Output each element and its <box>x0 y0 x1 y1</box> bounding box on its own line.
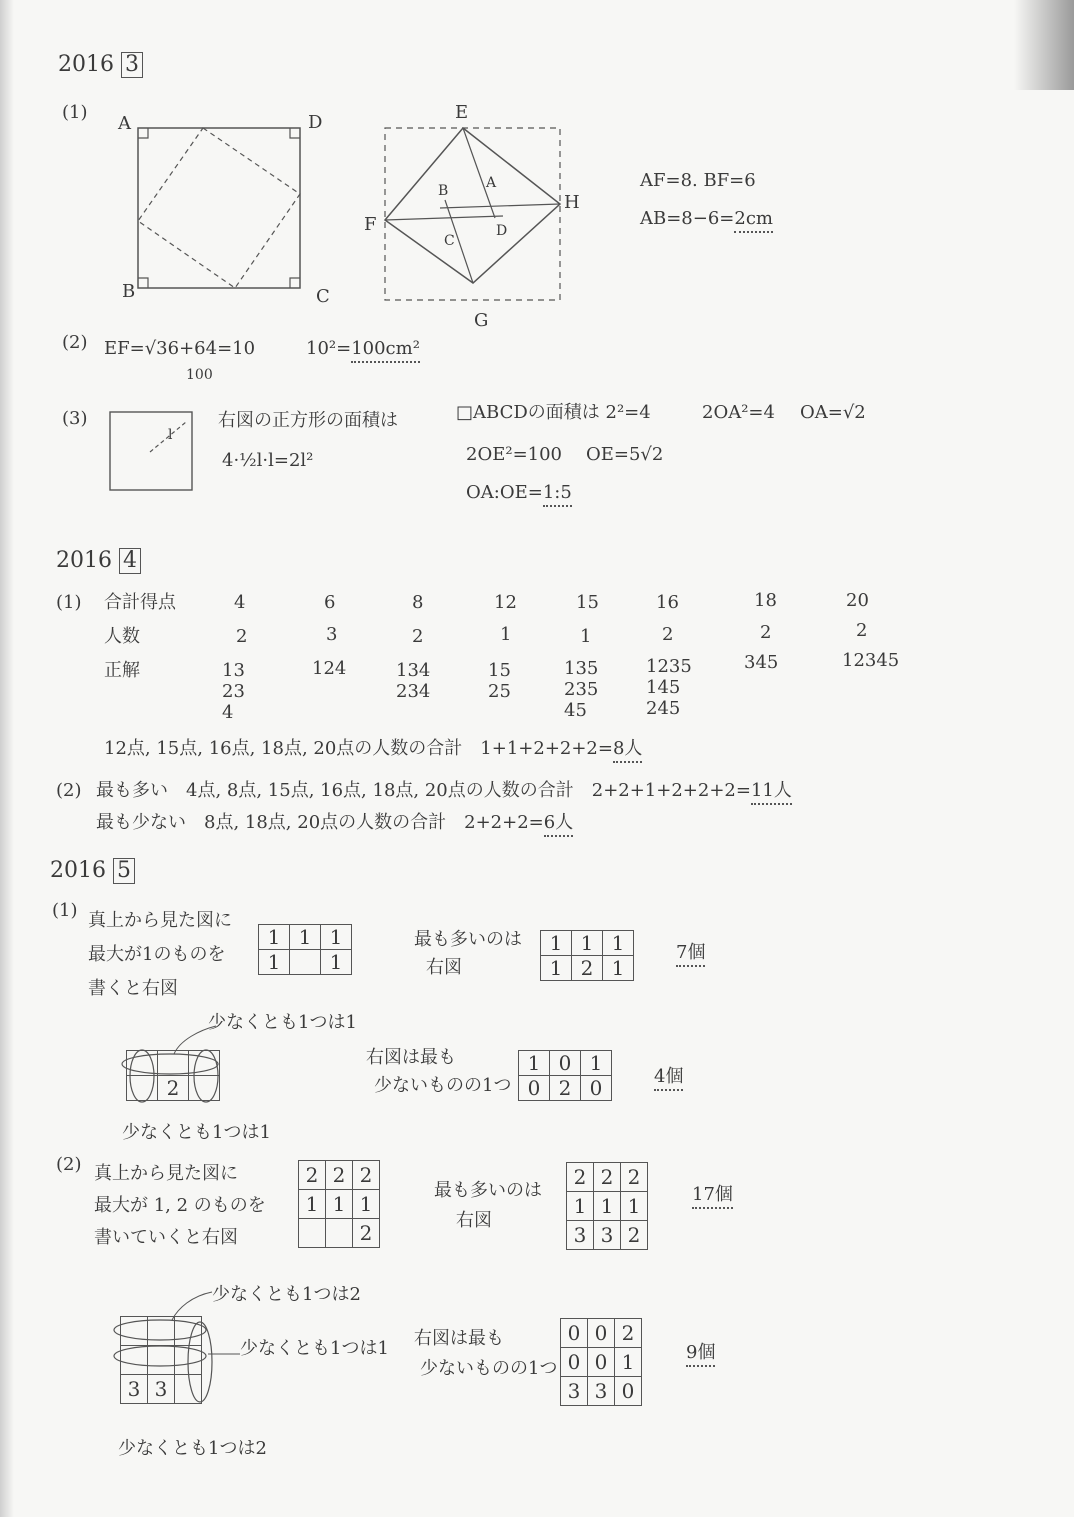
fig1-label-b: B <box>122 281 136 302</box>
s5-p1-note-top: 少なくとも1つは1 <box>208 1012 357 1033</box>
count-cell: 2 <box>662 624 674 645</box>
score-cell: 18 <box>754 590 777 611</box>
s3-p2-subnote: 100 <box>186 367 213 383</box>
score-cell: 20 <box>846 590 869 611</box>
row-label-count: 人数 <box>104 626 140 647</box>
s5-p1-grid-least: 1 0 1 0 2 0 <box>518 1050 612 1101</box>
s5-p2-note-bottom: 少なくとも1つは2 <box>118 1438 267 1459</box>
fig1-label-a: A <box>118 113 131 134</box>
fig2-label-h: H <box>564 192 580 213</box>
s3-p3-text2: 4·½l·l=2l² <box>222 450 314 471</box>
s5-p2-grid-most: 2 2 2 1 1 1 3 3 2 <box>566 1162 648 1250</box>
s3-p1-label: (1) <box>62 102 88 123</box>
row-label-total-score: 合計得点 <box>104 592 176 613</box>
s5-p2-grid-reasoning: 3 3 <box>120 1316 202 1404</box>
s3-p3-area-abcd: □ABCDの面積は 2²=4 <box>456 402 651 423</box>
s3-p3-text1: 右図の正方形の面積は <box>218 410 398 431</box>
s5-p1-most-answer: 7個 <box>676 942 705 967</box>
count-cell: 3 <box>326 624 338 645</box>
count-cell: 1 <box>580 626 592 647</box>
s3-p3-label: (3) <box>62 408 88 429</box>
s5-p2-note-top: 少なくとも1つは2 <box>212 1284 361 1305</box>
s4-p1-label: (1) <box>56 592 82 613</box>
s5-p1-least-text: 右図は最も 少ないものの1つ <box>366 1047 512 1096</box>
s5-p1-grid-max: 1 1 1 1 1 <box>258 924 352 975</box>
s5-p2-least-text: 右図は最も 少ないものの1つ <box>414 1328 558 1379</box>
s5-p1-note-bottom: 少なくとも1つは1 <box>122 1122 271 1143</box>
fig2-label-g: G <box>474 310 489 331</box>
s5-p2-label: (2) <box>56 1154 82 1175</box>
s3-p3-oe-equation: 2OE²=100 <box>466 444 563 465</box>
s5-p1-label: (1) <box>52 900 78 921</box>
s5-p1-most-text: 最も多いのは 右図 <box>414 929 522 978</box>
score-cell: 12 <box>494 592 517 613</box>
score-cell: 15 <box>576 592 599 613</box>
score-cell: 16 <box>656 592 679 613</box>
fig2-label-inner-a: A <box>486 175 497 191</box>
section4-heading: 2016 4 <box>56 548 141 574</box>
s5-p2-most-answer: 17個 <box>692 1184 733 1209</box>
row-label-correct: 正解 <box>104 660 140 681</box>
s3-p3-ratio-label: OA:OE= <box>466 482 543 503</box>
fig2-label-inner-b: B <box>438 183 449 199</box>
s5-p2-grid-least: 0 0 2 0 0 1 3 3 0 <box>560 1318 642 1406</box>
page-left-shadow <box>0 0 14 1517</box>
s5-p1-ovals <box>120 1030 230 1110</box>
fig2-label-e: E <box>455 102 469 123</box>
s5-p2-grid-max: 2 2 2 1 1 1 2 <box>298 1160 380 1248</box>
answer-cell: 13 23 4 <box>222 660 245 723</box>
small-square-l-label: l <box>168 427 173 443</box>
s5-p2-least-answer: 9個 <box>686 1342 715 1367</box>
count-cell: 2 <box>760 622 772 643</box>
score-cell: 8 <box>412 592 424 613</box>
s3-p1-answer: 2cm <box>734 208 773 233</box>
s4-p2-label: (2) <box>56 780 82 801</box>
answer-cell: 124 <box>312 658 347 679</box>
s4-p2-most-text: 最も多い 4点, 8点, 15点, 16点, 18点, 20点の人数の合計 2+2+1+2+2+2= <box>96 780 751 801</box>
s5-p1-least-answer: 4個 <box>654 1066 683 1091</box>
s3-p3-answer: 1:5 <box>543 482 572 507</box>
s5-p1-grid-most: 1 1 1 1 2 1 <box>540 930 634 981</box>
s5-p2-ovals <box>112 1306 222 1410</box>
count-cell: 2 <box>856 620 868 641</box>
square-efgh-figure <box>385 128 565 303</box>
section3-heading: 2016 3 <box>58 52 143 78</box>
s4-p1-sum-text: 12点, 15点, 16点, 18点, 20点の人数の合計 1+1+2+2+2= <box>104 738 613 759</box>
fig1-label-c: C <box>316 286 330 307</box>
s5-p2-note-mid: 少なくとも1つは1 <box>240 1338 389 1359</box>
s3-p3-oe-value: OE=5√2 <box>586 444 664 465</box>
s4-p1-answer: 8人 <box>613 738 642 763</box>
s5-p1-grid-reasoning: 2 <box>126 1050 220 1101</box>
fig2-label-f: F <box>364 214 377 235</box>
fig2-label-inner-c: C <box>444 233 455 249</box>
s4-p2-least-answer: 6人 <box>544 812 573 837</box>
s3-p3-oa-equation: 2OA²=4 <box>702 402 775 423</box>
square-abcd-figure <box>138 128 308 290</box>
s5-p2-most-text: 最も多いのは 右図 <box>434 1180 542 1231</box>
s3-p3-oa-value: OA=√2 <box>800 402 866 423</box>
count-cell: 1 <box>500 624 512 645</box>
answer-cell: 1235 145 245 <box>646 656 692 719</box>
s3-p2-expression: EF=√36+64=10 <box>104 338 256 359</box>
s4-p2-least-text: 最も少ない 8点, 18点, 20点の人数の合計 2+2+2= <box>96 812 544 833</box>
s5-p1-text: 真上から見た図に 最大が1のものを 書くと右図 <box>88 910 232 999</box>
page-corner-shadow <box>1014 0 1074 90</box>
answer-cell: 12345 <box>842 650 900 671</box>
s4-p2-most-answer: 11人 <box>751 780 792 805</box>
s3-p2-expression2: 10²= <box>306 338 352 359</box>
answer-cell: 345 <box>744 652 779 673</box>
small-square-figure <box>110 412 194 492</box>
fig1-label-d: D <box>308 112 323 133</box>
s3-p1-line1: AF=8. BF=6 <box>640 170 756 191</box>
s5-p2-text: 真上から見た図に 最大が 1, 2 のものを 書いていくと右図 <box>94 1163 266 1248</box>
answer-cell: 134 234 <box>396 660 431 702</box>
fig2-label-inner-d: D <box>496 223 508 239</box>
score-cell: 4 <box>234 592 246 613</box>
answer-cell: 135 235 45 <box>564 658 599 721</box>
s3-p1-line2: AB=8−6= <box>640 208 735 229</box>
answer-cell: 15 25 <box>488 660 511 702</box>
count-cell: 2 <box>236 626 248 647</box>
s3-p2-label: (2) <box>62 332 88 353</box>
count-cell: 2 <box>412 626 424 647</box>
section5-heading: 2016 5 <box>50 858 135 884</box>
s3-p2-answer: 100cm² <box>351 338 420 363</box>
score-cell: 6 <box>324 592 336 613</box>
